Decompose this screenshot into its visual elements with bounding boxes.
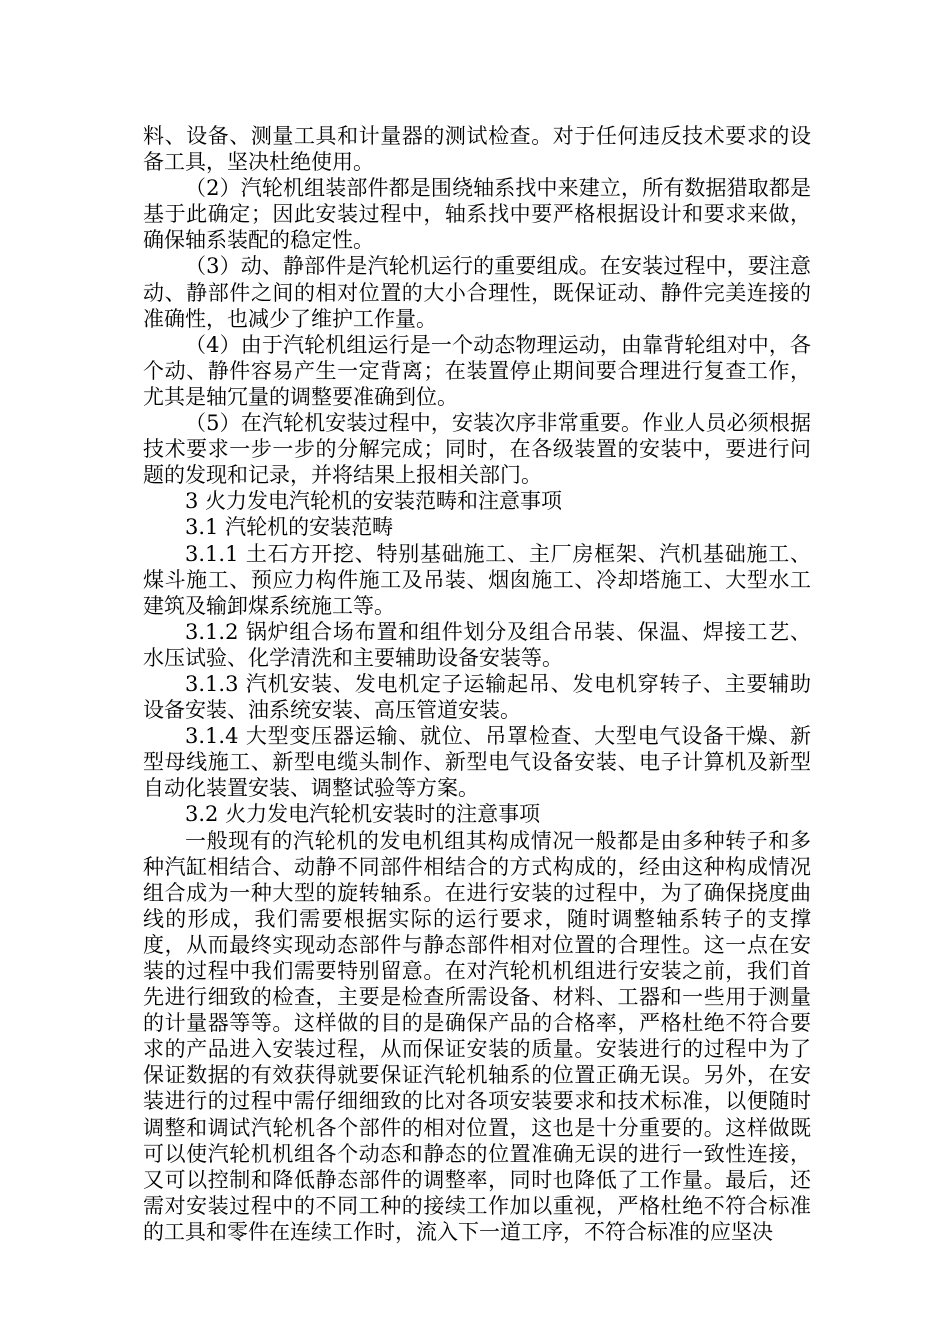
document-body (143, 123, 811, 1245)
section-heading-3-1: 3.1 汽轮机的安装范畴 (185, 515, 394, 540)
paragraph-item-4: （4）由于汽轮机组运行是一个动态物理运动，由靠背轮组对中，各个动、静件容易产生一定背离；在装置停止期间要合理进行复查工作，尤其是轴冗量的调整要准确到位。 (143, 332, 811, 409)
paragraph-3-1-2: 3.1.2 锅炉组合场布置和组件划分及组合吊装、保温、焊接工艺、水压试验、化学清洗和主要辅助设备安装等。 (143, 619, 811, 670)
paragraph-item-3: （3）动、静部件是汽轮机运行的重要组成。在安装过程中，要注意动、静部件之间的相对位置的大小合理性，既保证动、静件完美连接的准确性，也减少了维护工作量。 (143, 254, 811, 331)
paragraph-continuation: 料、设备、测量工具和计量器的测试检查。对于任何违反技术要求的设备工具，坚决杜绝使用。 (143, 124, 811, 175)
paragraph-body-3-2: 一般现有的汽轮机的发电机组其构成情况一般都是由多种转子和多种汽缸相结合、动静不同部件相结合的方式构成的，经由这种构成情况组合成为一种大型的旋转轴系。在进行安装的过程中，为了确保挠度曲线的形成，我们需要根据实际的运行要求，随时调整轴系转子的支撑度，从而最终实现动态部件与静态部件相对位置的合理性。这一点在安装的过程中我们需要特别留意。在对汽轮机机组进行安装之前，我们首先进行细致的检查，主要是检查所需设备、材料、工器和一些用于测量的计量器等等。这样做的目的是确保产品的合格率，严格杜绝不符合要求的产品进入安装过程，从而保证安装的质量。安装进行的过程中为了保证数据的有效获得就要保证汽轮机轴系的位置正确无误。另外，在安装进行的过程中需仔细细致的比对各项安装要求和技术标准，以便随时调整和调试汽轮机各个部件的相对位置，这也是十分重要的。这样做既可以使汽轮机机组各个动态和静态的位置准确无误的进行一致性连接，又可以控制和降低静态部件的调整率，同时也降低了工作量。最后，还需对安装过程中的不同工种的接续工作加以重视，严格杜绝不符合标准的工具和零件在连续工作时，流入下一道工序，不符合标准的应坚决 (143, 828, 811, 1244)
paragraph-3-1-4: 3.1.4 大型变压器运输、就位、吊罩检查、大型电气设备干燥、新型母线施工、新型电缆头制作、新型电气设备安装、电子计算机及新型自动化装置安装、调整试验等方案。 (143, 724, 811, 801)
paragraph-3-1-1: 3.1.1 土石方开挖、特别基础施工、主厂房框架、汽机基础施工、煤斗施工、预应力构件施工及吊装、烟囱施工、冷却塔施工、大型水工建筑及输卸煤系统施工等。 (143, 541, 811, 618)
section-heading-3: 3 火力发电汽轮机的安装范畴和注意事项 (185, 489, 563, 514)
paragraph-item-5: （5）在汽轮机安装过程中，安装次序非常重要。作业人员必须根据技术要求一步一步的分解完成；同时，在各级装置的安装中，要进行问题的发现和记录，并将结果上报相关部门。 (143, 411, 811, 488)
paragraph-item-2: （2）汽轮机组装部件都是围绕轴系找中来建立，所有数据猎取都是基于此确定；因此安装过程中，轴系找中要严格根据设计和要求来做，确保轴系装配的稳定性。 (143, 176, 811, 253)
section-heading-3-2: 3.2 火力发电汽轮机安装时的注意事项 (185, 802, 541, 827)
paragraph-3-1-3: 3.1.3 汽机安装、发电机定子运输起吊、发电机穿转子、主要辅助设备安装、油系统安装、高压管道安装。 (143, 671, 811, 723)
